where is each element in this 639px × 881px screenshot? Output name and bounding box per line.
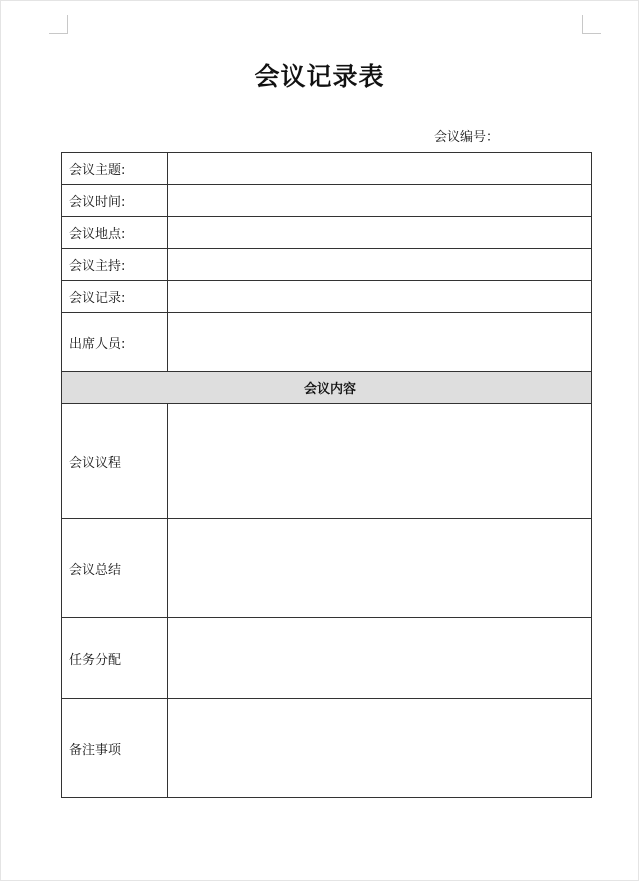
margin-corner-mark-right bbox=[582, 15, 601, 34]
host-label: 会议主持: bbox=[62, 249, 168, 281]
section-header-row bbox=[62, 372, 592, 404]
row-attendees bbox=[62, 313, 592, 372]
recorder-field[interactable] bbox=[168, 281, 592, 313]
row-tasks bbox=[62, 618, 592, 699]
meeting-number-label: 会议编号： bbox=[434, 130, 500, 145]
topic-label: 会议主题: bbox=[62, 153, 168, 185]
agenda-label: 会议议程 bbox=[62, 404, 168, 519]
row-summary bbox=[62, 519, 592, 618]
time-field[interactable] bbox=[168, 185, 592, 217]
attendees-field[interactable] bbox=[168, 313, 592, 372]
section-header-meeting-content: 会议内容 bbox=[62, 372, 592, 404]
host-field[interactable] bbox=[168, 249, 592, 281]
agenda-field[interactable] bbox=[168, 404, 592, 519]
notes-label: 备注事项 bbox=[62, 699, 168, 798]
meeting-record-table bbox=[61, 152, 592, 798]
row-location bbox=[62, 217, 592, 249]
location-field[interactable] bbox=[168, 217, 592, 249]
attendees-label: 出席人员: bbox=[62, 313, 168, 372]
location-label: 会议地点: bbox=[62, 217, 168, 249]
summary-label: 会议总结 bbox=[62, 519, 168, 618]
row-topic bbox=[62, 153, 592, 185]
row-host bbox=[62, 249, 592, 281]
recorder-label: 会议记录: bbox=[62, 281, 168, 313]
document-title: 会议记录表 bbox=[254, 62, 385, 91]
topic-field[interactable] bbox=[168, 153, 592, 185]
row-time bbox=[62, 185, 592, 217]
row-recorder bbox=[62, 281, 592, 313]
tasks-field[interactable] bbox=[168, 618, 592, 699]
margin-corner-mark-left bbox=[49, 15, 68, 34]
row-agenda bbox=[62, 404, 592, 519]
tasks-label: 任务分配 bbox=[62, 618, 168, 699]
summary-field[interactable] bbox=[168, 519, 592, 618]
time-label: 会议时间: bbox=[62, 185, 168, 217]
notes-field[interactable] bbox=[168, 699, 592, 798]
row-notes bbox=[62, 699, 592, 798]
